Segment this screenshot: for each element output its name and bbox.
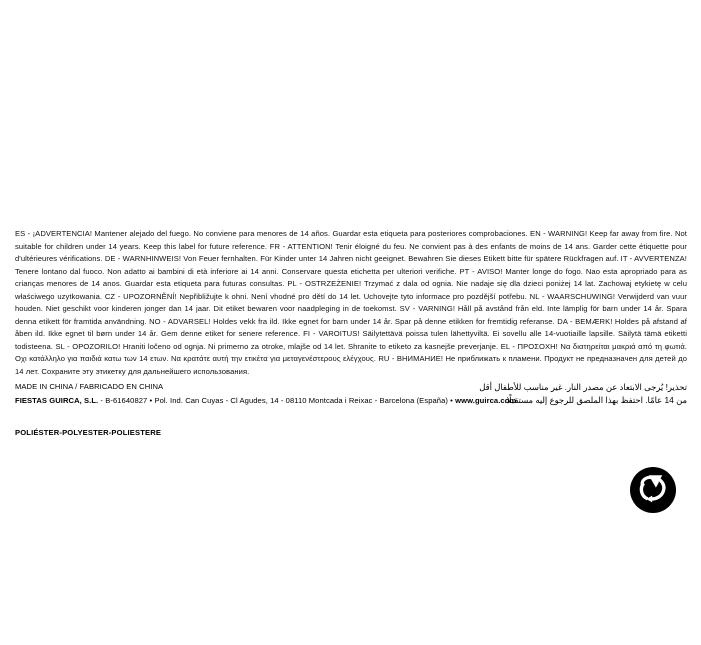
- arabic-warning-line-1: تحذير! يُرجى الابتعاد عن مصدر النار. غير مناسب للأطفال أقل: [479, 381, 687, 392]
- warning-paragraph: ES - ¡ADVERTENCIA! Mantener alejado del fuego. No conviene para menores de 14 años. Guardar esta etiqueta para posteriores comprobaciones. EN - WARNING! Keep far away from fire. Not suitable for children under 14 years. Keep this label for future reference. FR - ATTENTION! Tenir éloigné du feu. Ne convient pas à des enfants de moins de 14 ans. Garder cette étiquette pour d'ultérieures vérifications. DE - WARNHINWEIS! Von Feuer fernhalten. Für Kinder unter 14 Jahren nicht geeignet. Bewahren Sie dieses Etikett bitte für spätere Rückfragen auf. IT - AVVERTENZA! Tenere lontano dal fuoco. Non adatto ai bambini di età inferiore ai 14 anni. Conservare questa etichetta per ulteriori verifiche. PT - AVISO! Manter longe do fogo. Nao esta apropriado para as crianças menores de 14 anos. Guardar esta etiqueta para futuras consultas. PL - OSTRZEŻENIE! Trzymać z dala od ognia. Nie nadaje się dla dzieci poniżej 14 lat. Zachowaj etykietę w celu właściwego uzytkowania. CZ - UPOZORNĚNÍ! Nepřibližujte k ohni. Není vhodné pro dětí do 14 let. Uchovejte tyto informace pro pozdější potřebu. NL - WAARSCHUWING! Verwijderd van vuur houden. Niet geschikt voor kinderen jonger dan 14 jaar. Dit etiket bewaren voor naadpleging in de toekomst. SV - VARNING! Håll på avstånd från eld. Inte lämplig för barn under 14 år. Spara denna etikett för framtida användning. NO - ADVARSEL! Holdes vekk fra ild. Ikke egnet for barn under 14 år. Spar på denne etikken for fremtidig referanse. DA - BEMÆRK! Holdes på afstand af åben ild. Ikke egnet til børn under 14 år. Gem denne etiket for senere reference. FI - VAROITUS! Säilytettävä poissa tulen lähettyviltä. Ei sovellu alle 14-vuotiaille lapsille. Säilytä tämä etiketti todisteena. SL - OPOZORILO! Hraniti ločeno od ognja. Ni primerno za otroke, mlajše od 14 let. Shranite to etiketo za kasnejše preverjanje. EL - ΠΡΟΣΟΧΗ! Να διατηρείται μακριά από τη φωτιά. Οχι κατάλληλο για παιδιά κατω των 14 ετων. Να κρατάτε αυτή την ετικέτα για μεταγενέστερους ελέγχους. RU - ВНИМАНИЕ! Не приближать к пламени. Продукт не предназначен для детей до 14 лет. Сохраните эту этикетку для дальнейшего использования.: [15, 229, 687, 377]
- company-address: - B-61640827 • Pol. Ind. Can Cuyas - Cl Agudes, 14 - 08110 Montcada i Reixac - Barcelona (España) •: [100, 396, 453, 405]
- multilingual-warning-block: [15, 228, 687, 407]
- company-name: FIESTAS GUIRCA, S.L.: [15, 396, 99, 405]
- company-website: www.guirca.com: [455, 396, 517, 405]
- material-composition: POLIÉSTER-POLYESTER-POLIESTERE: [15, 428, 162, 437]
- made-in-line: MADE IN CHINA / FABRICADO EN CHINA: [15, 382, 164, 391]
- company-line: [15, 395, 635, 406]
- green-dot-recycling-icon: [629, 466, 677, 514]
- manufacturer-block: [15, 381, 635, 406]
- arabic-warning-line-2: من 14 عامًا. احتفظ بهذا الملصق للرجوع إليه مستقبلًا.: [504, 394, 687, 405]
